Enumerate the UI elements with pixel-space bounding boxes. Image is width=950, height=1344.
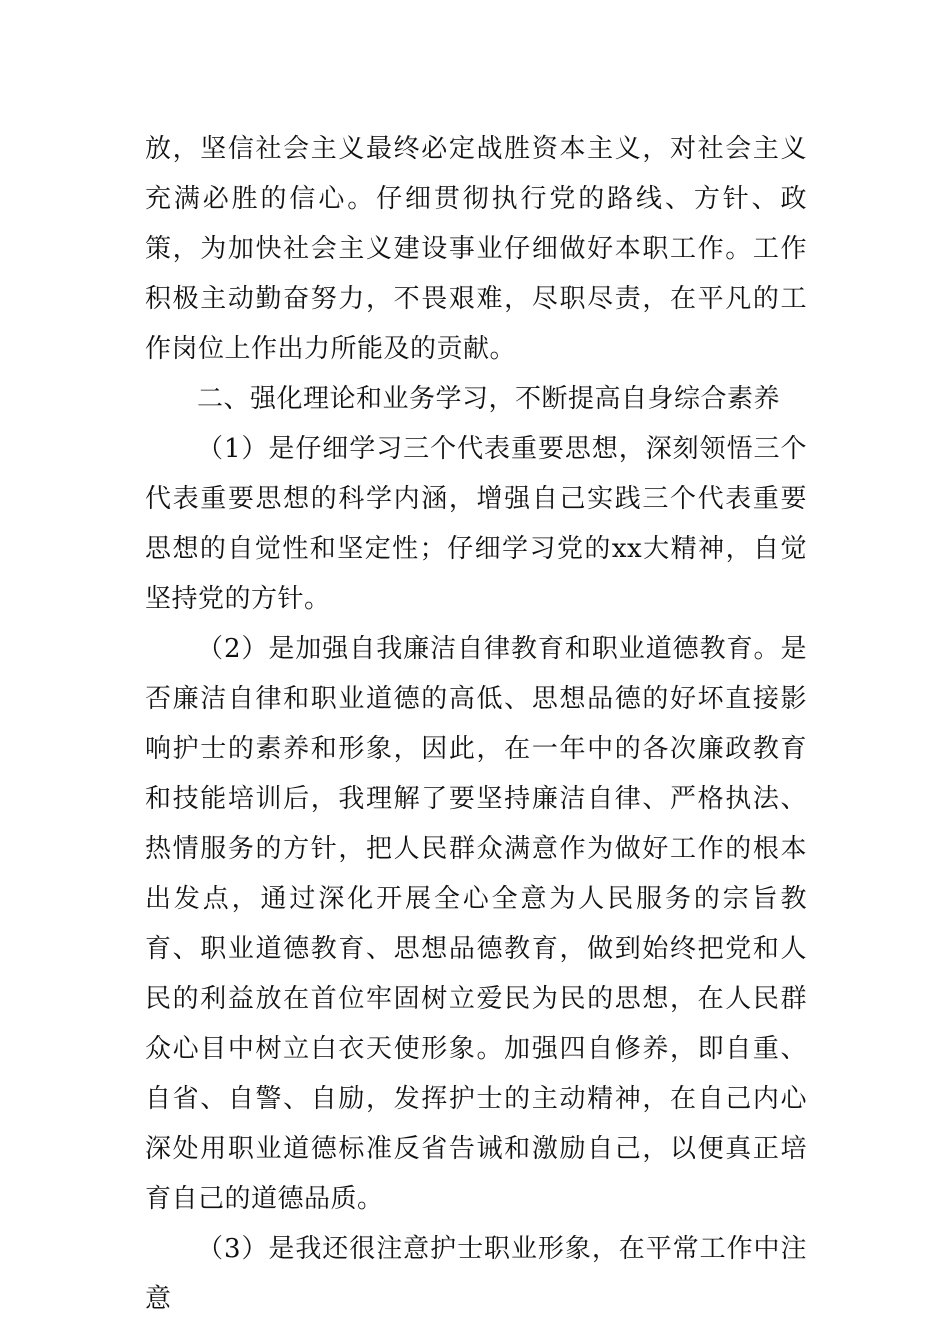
section-heading: 二、强化理论和业务学习，不断提高自身综合素养 (197, 384, 781, 414)
paragraph-item-3: （3）是我还很注意护士职业形象，在平常工作中注意 (145, 1234, 807, 1314)
paragraph-item-2: （2）是加强自我廉洁自律教育和职业道德教育。是否廉洁自律和职业道德的高低、思想品德的好坏直接影响护士的素养和形象，因此，在一年中的各次廉政教育和技能培训后，我理解了要坚持廉洁自律、严格执法、热情服务的方针，把人民群众满意作为做好工作的根本出发点，通过深化开展全心全意为人民服务的宗旨教育、职业道德教育、思想品德教育，做到始终把党和人民的利益放在首位牢固树立爱民为民的思想，在人民群众心目中树立白衣天使形象。加强四自修养，即自重、自省、自警、自励，发挥护士的主动精神，在自己内心深处用职业道德标准反省告诫和激励自己，以便真正培育自己的道德品质。 (145, 634, 807, 1214)
document-body (145, 124, 807, 1324)
paragraph-continuation: 放，坚信社会主义最终必定战胜资本主义，对社会主义充满必胜的信心。仔细贯彻执行党的路线、方针、政策，为加快社会主义建设事业仔细做好本职工作。工作积极主动勤奋努力，不畏艰难，尽职尽责，在平凡的工作岗位上作出力所能及的贡献。 (145, 134, 807, 364)
paragraph-item-1: （1）是仔细学习三个代表重要思想，深刻领悟三个代表重要思想的科学内涵，增强自己实践三个代表重要思想的自觉性和坚定性；仔细学习党的xx大精神，自觉坚持党的方针。 (145, 434, 807, 614)
